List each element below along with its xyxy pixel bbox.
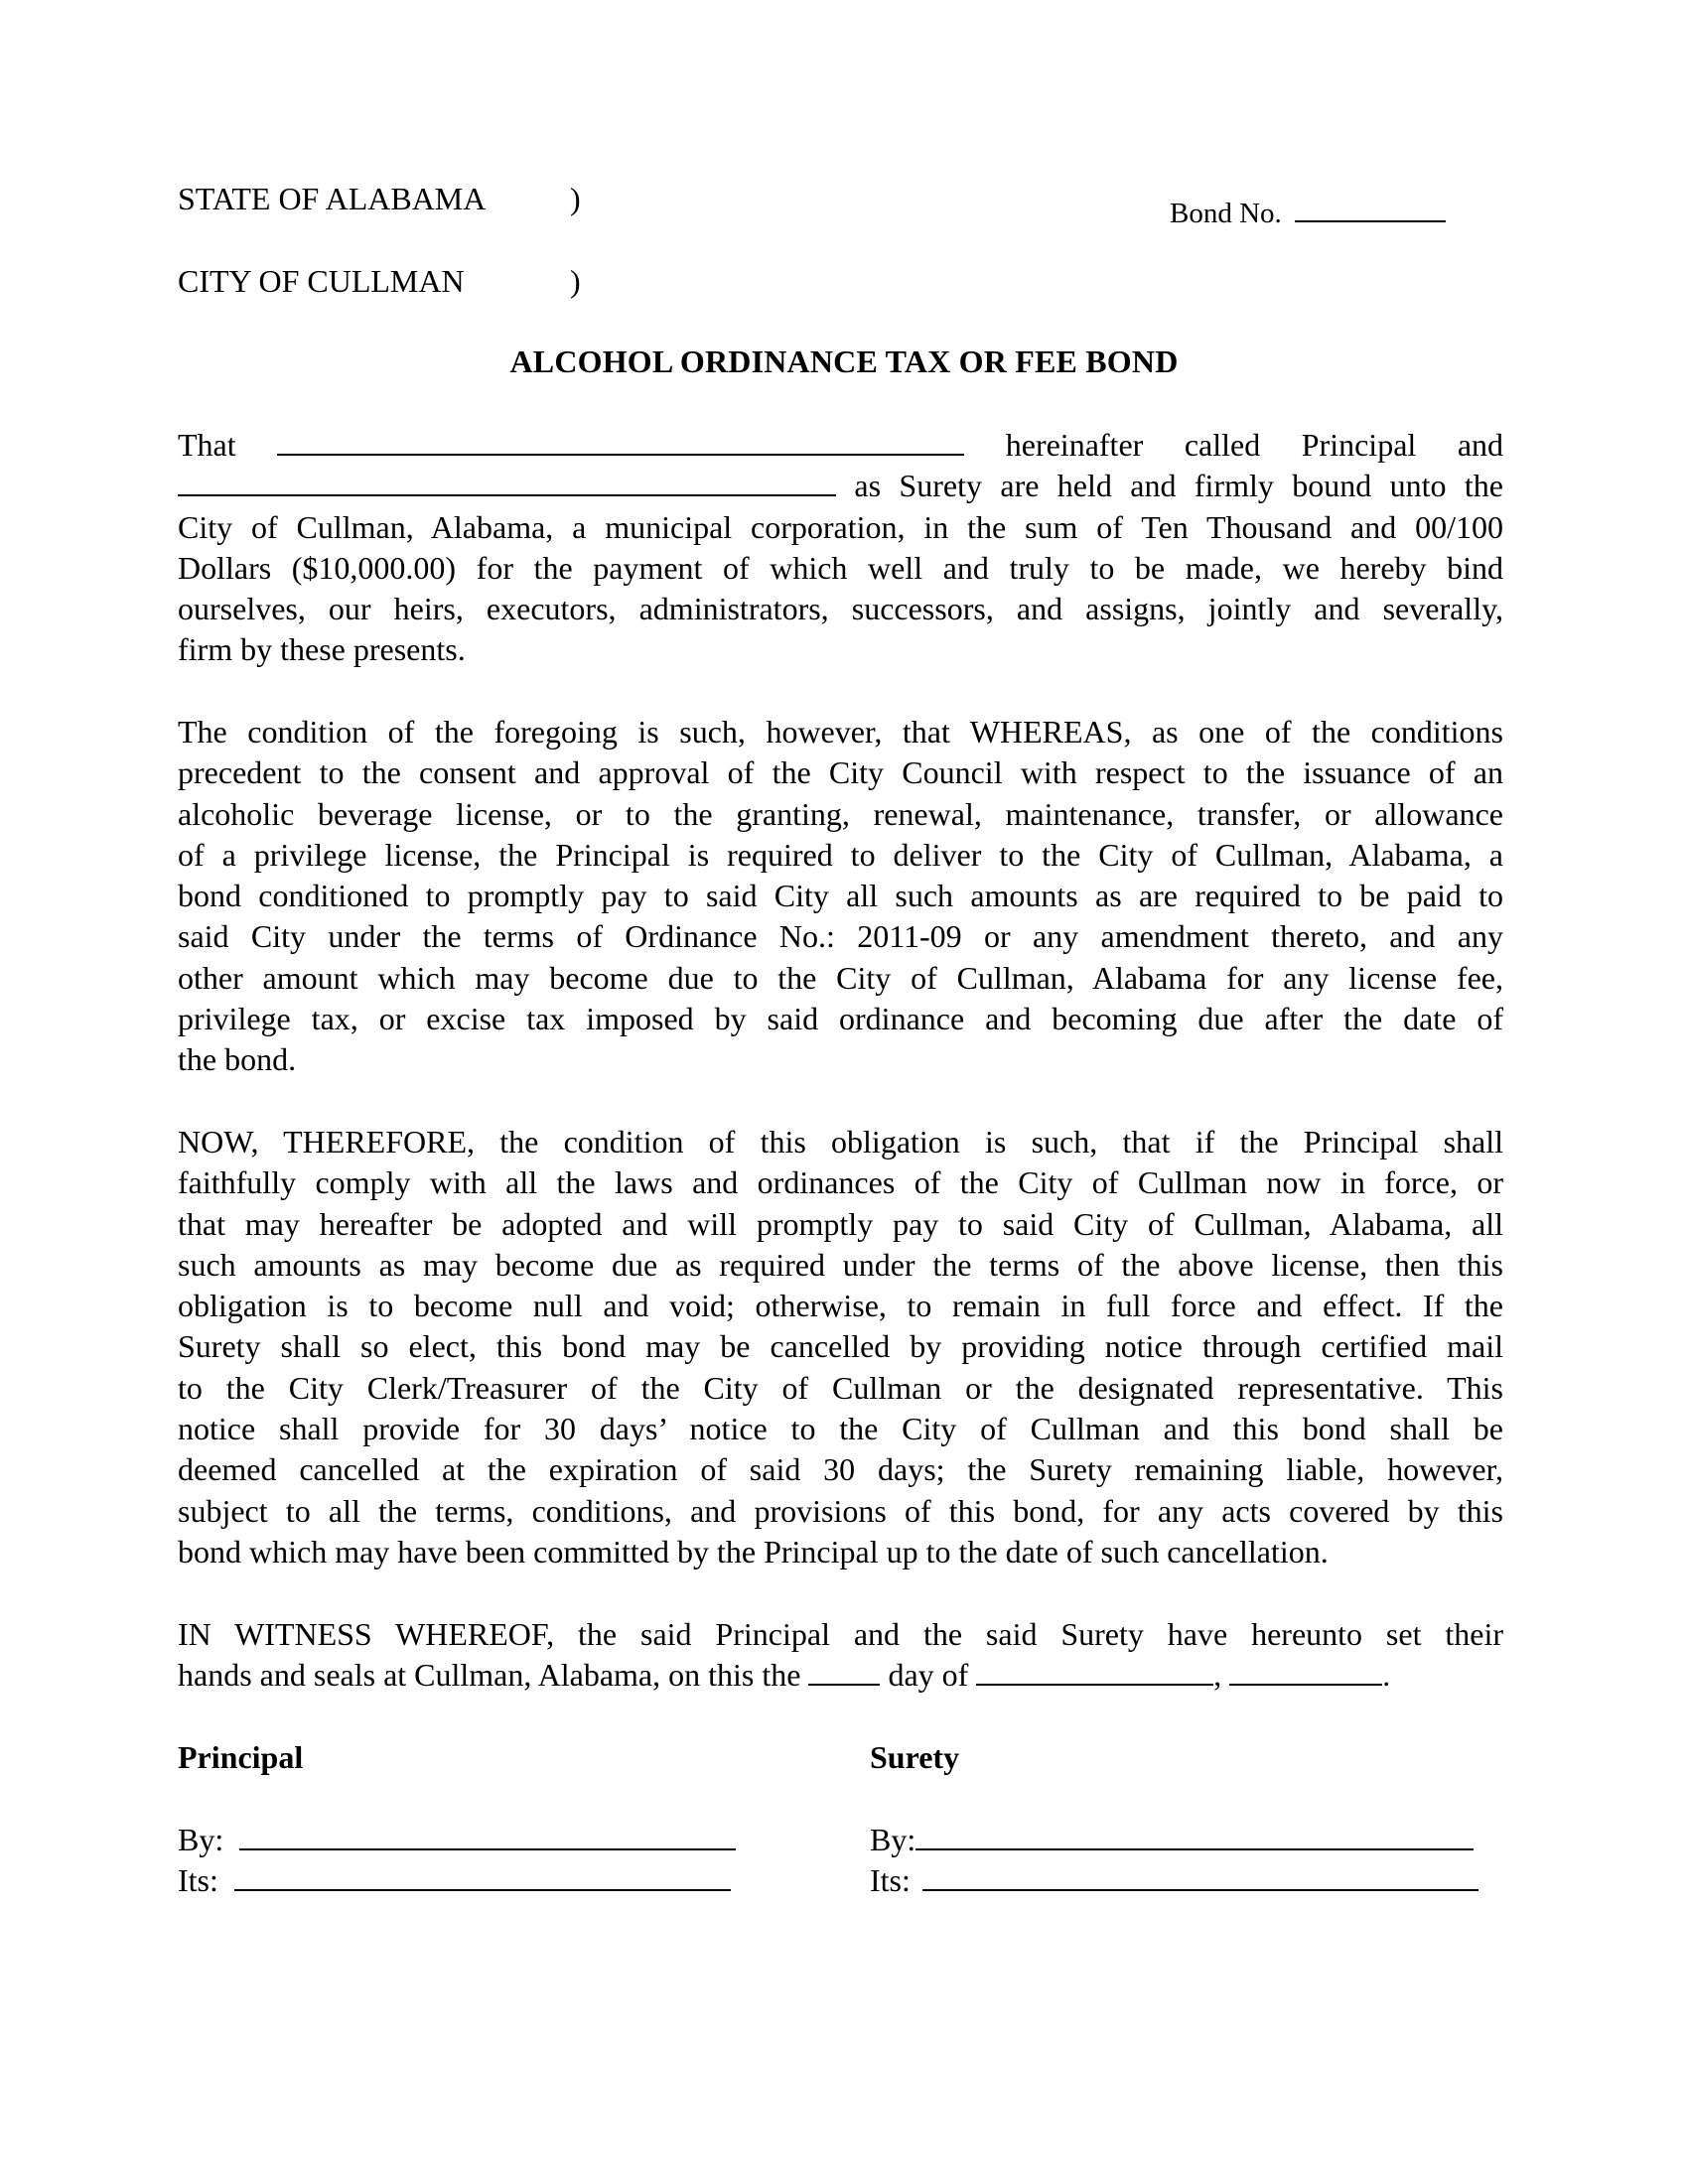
principal-name-blank[interactable] [277,428,964,456]
para2-line: other amount which may become due to the City of Cullman, Alabama for any license fee, [178,959,1503,996]
surety-text: as Surety are held and firmly bound unto the [854,468,1504,504]
month-blank[interactable] [976,1658,1213,1686]
principal-its-label: Its: [178,1862,218,1898]
para2-line: the bond. [178,1041,297,1078]
witness-text: hands and seals at Cullman, Alabama, on this the [178,1657,801,1694]
surety-name-blank[interactable] [178,469,836,496]
para3-line: to the City Clerk/Treasurer of the City of Cullman or the designated representative. This [178,1369,1503,1406]
surety-its-label: Its: [870,1862,911,1898]
comma: , [1213,1657,1222,1694]
para3-line: notice shall provide for 30 days’ notice to the City of Cullman and this bond shall be [178,1411,1503,1447]
state-paren: ) [570,181,581,216]
para4-line-2 [178,1655,1503,1696]
day-of-text: day of [888,1657,969,1694]
paragraph-2 [178,712,1503,1081]
para3-line: NOW, THEREFORE, the condition of this obligation is such, that if the Principal shall [178,1124,1503,1160]
para1-line: Dollars ($10,000.00) for the payment of which well and truly to be made, we hereby bind [178,549,1503,586]
principal-by-blank[interactable] [239,1823,736,1850]
principal-by-label: By: [178,1822,224,1857]
para1-line: firm by these presents. [178,631,466,668]
that-word: That [178,427,236,463]
para1-line-2 [178,466,1503,506]
state-label: STATE OF ALABAMA [178,181,487,216]
para2-line: privilege tax, or excise tax imposed by said ordinance and becoming due after the date of [178,1001,1503,1037]
para2-line: alcoholic beverage license, or to the granting, renewal, maintenance, transfer, or allowance [178,795,1503,832]
bond-number [1170,194,1446,234]
surety-its-blank[interactable] [922,1863,1478,1891]
surety-by-blank[interactable] [915,1823,1474,1850]
principal-by-row [178,1820,736,1860]
para2-line: precedent to the consent and approval of the City Council with respect to the issuance of an [178,754,1503,791]
para3-line: faithfully comply with all the laws and ordinances of the City of Cullman now in force, or [178,1164,1503,1201]
city-label: CITY OF CULLMAN [178,263,465,299]
para3-line: that may hereafter be adopted and will promptly pay to said City of Cullman, Alabama, all [178,1205,1503,1242]
para1-line-1 [178,425,1503,466]
paragraph-3 [178,1122,1503,1572]
principal-heading: Principal [178,1739,304,1775]
year-blank[interactable] [1229,1658,1382,1686]
principal-text: hereinafter called Principal and [1005,427,1504,463]
para3-line: subject to all the terms, conditions, and provisions of this bond, for any acts covered by this [178,1492,1503,1529]
surety-by-row [870,1820,1474,1860]
para2-line: bond conditioned to promptly pay to said City all such amounts as are required to be paid to [178,878,1503,914]
para3-line: deemed cancelled at the expiration of said 30 days; the Surety remaining liable, however, [178,1451,1503,1488]
para1-line: City of Cullman, Alabama, a municipal corporation, in the sum of Ten Thousand and 00/100 [178,508,1503,545]
day-blank[interactable] [808,1658,880,1686]
para3-line: obligation is to become null and void; otherwise, to remain in full force and effect. If the [178,1288,1503,1324]
surety-its-row [870,1860,1478,1901]
bond-no-blank[interactable] [1295,199,1446,222]
para2-line: The condition of the foregoing is such, however, that WHEREAS, as one of the conditions [178,714,1503,750]
document-title: ALCOHOL ORDINANCE TAX OR FEE BOND [509,343,1179,379]
principal-its-blank[interactable] [234,1863,731,1891]
bond-no-label: Bond No. [1170,198,1282,229]
paragraph-1 [178,425,1503,671]
para1-line: ourselves, our heirs, executors, administrators, successors, and assigns, jointly and severally, [178,591,1503,627]
para4-line-1: IN WITNESS WHEREOF, the said Principal and the said Surety have hereunto set their [178,1616,1503,1652]
period: . [1382,1657,1391,1694]
para2-line: said City under the terms of Ordinance No.: 2011-09 or any amendment thereto, and any [178,918,1503,955]
city-paren: ) [570,263,581,299]
para3-line: Surety shall so elect, this bond may be cancelled by providing notice through certified mail [178,1328,1503,1365]
para3-line: bond which may have been committed by the Principal up to the date of such cancellation. [178,1533,1329,1570]
paragraph-4 [178,1614,1503,1697]
para3-line: such amounts as may become due as required under the terms of the above license, then this [178,1246,1503,1283]
surety-heading: Surety [870,1739,960,1775]
para2-line: of a privilege license, the Principal is required to deliver to the City of Cullman, Alabama, a [178,836,1503,873]
principal-its-row [178,1860,731,1901]
surety-by-label: By: [870,1822,916,1857]
